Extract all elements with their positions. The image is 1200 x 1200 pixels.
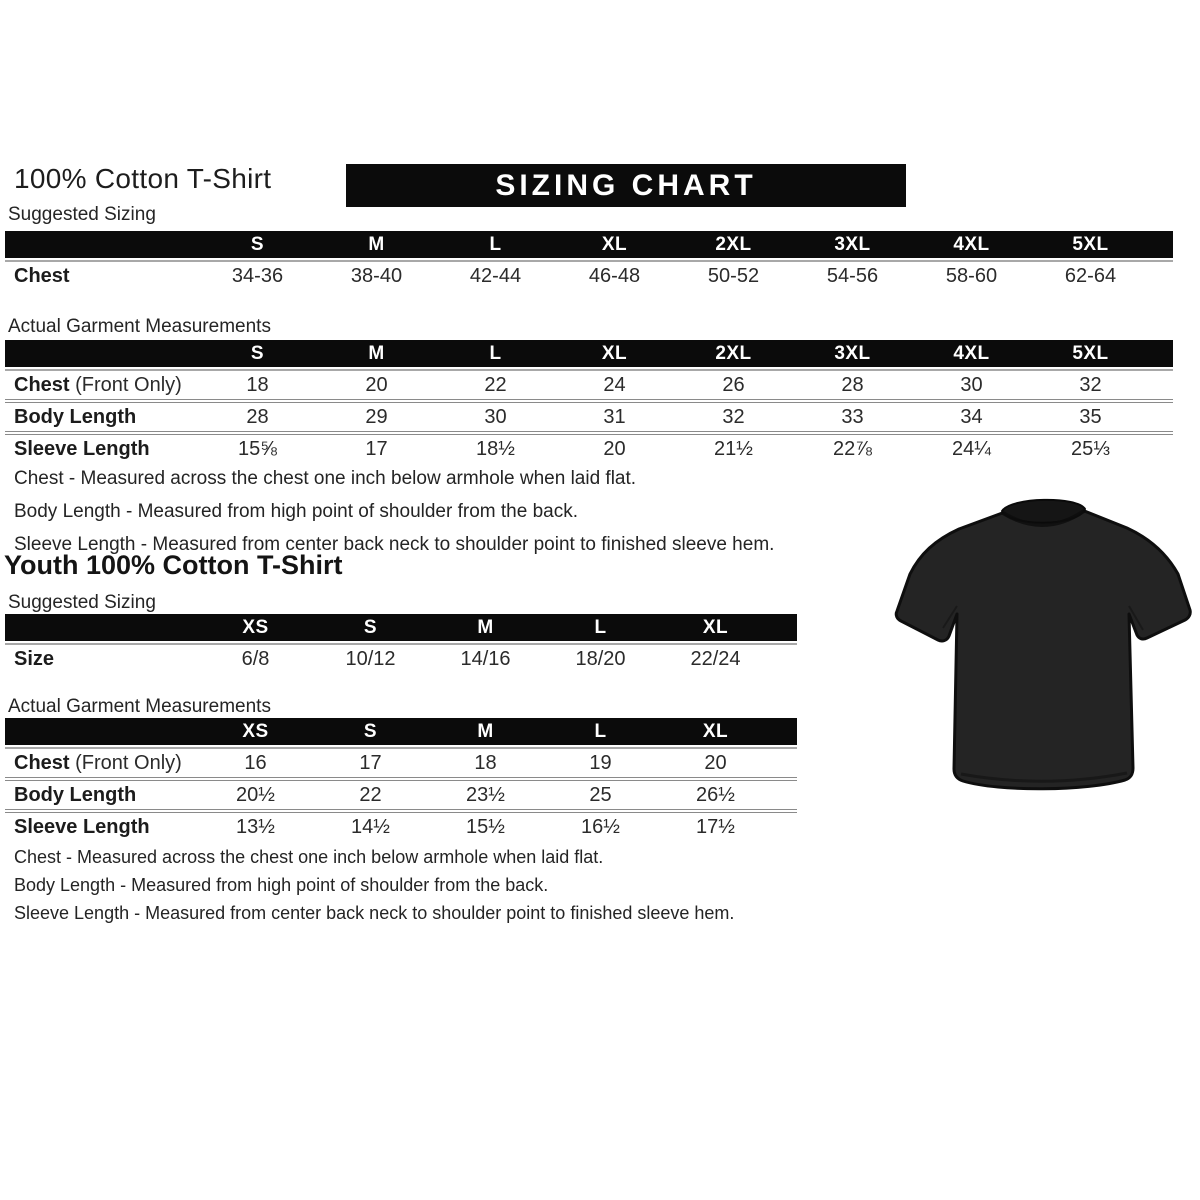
value-cell: 34 [912,399,1031,431]
value-cell: 25 [543,777,658,809]
value-cell: 20 [658,747,773,777]
table-row [5,260,1173,290]
value-cell: 22/24 [658,643,773,673]
row-spacer [773,747,797,777]
value-cell: 18½ [436,431,555,463]
row-label: Chest (Front Only) [5,747,198,777]
header-row [5,614,797,643]
row-spacer [773,809,797,841]
value-cell: 15⅝ [198,431,317,463]
value-cell: 46-48 [555,260,674,290]
row-label: Chest [5,260,198,290]
value-cell: 50-52 [674,260,793,290]
table-row [5,643,797,673]
value-cell: 14½ [313,809,428,841]
value-cell: 28 [793,369,912,399]
value-cell: 16½ [543,809,658,841]
adult-measurement-notes [14,462,774,561]
header-corner [5,231,198,260]
column-header-s: S [198,340,317,369]
row-spacer [1150,369,1173,399]
row-spacer [773,643,797,673]
column-header-m: M [428,718,543,747]
header-spacer [773,718,797,747]
value-cell: 54-56 [793,260,912,290]
value-cell: 15½ [428,809,543,841]
column-header-3xl: 3XL [793,231,912,260]
value-cell: 22 [313,777,428,809]
row-spacer [773,777,797,809]
note-body-length: Body Length - Measured from high point of shoulder from the back. [14,501,578,522]
value-cell: 42-44 [436,260,555,290]
value-cell: 30 [912,369,1031,399]
column-header-xl: XL [658,614,773,643]
tshirt-graphic [891,486,1197,804]
column-header-s: S [198,231,317,260]
header-row [5,718,797,747]
youth-actual-measurements-table [5,718,797,841]
value-cell: 33 [793,399,912,431]
table-row [5,809,797,841]
page-title: 100% Cotton T-Shirt [14,163,272,194]
tshirt-product-image [891,486,1197,804]
column-header-xl: XL [555,340,674,369]
value-cell: 38-40 [317,260,436,290]
youth-section-title: Youth 100% Cotton T-Shirt [4,550,343,580]
column-header-xs: XS [198,614,313,643]
header-row [5,231,1173,260]
value-cell: 28 [198,399,317,431]
value-cell: 14/16 [428,643,543,673]
column-header-xl: XL [658,718,773,747]
value-cell: 22⅞ [793,431,912,463]
value-cell: 32 [674,399,793,431]
value-cell: 31 [555,399,674,431]
column-header-xs: XS [198,718,313,747]
row-label: Body Length [5,777,198,809]
value-cell: 34-36 [198,260,317,290]
column-header-l: L [543,614,658,643]
column-header-2xl: 2XL [674,340,793,369]
column-header-s: S [313,614,428,643]
value-cell: 25⅓ [1031,431,1150,463]
youth-suggested-sizing-table [5,614,797,673]
value-cell: 16 [198,747,313,777]
value-cell: 22 [436,369,555,399]
value-cell: 62-64 [1031,260,1150,290]
value-cell: 23½ [428,777,543,809]
note-sleeve-length: Sleeve Length - Measured from center back neck to shoulder point to finished sleeve hem. [14,903,735,923]
table-row [5,431,1173,463]
column-header-m: M [317,231,436,260]
sizing-chart-banner: SIZING CHART [346,164,906,207]
adult-suggested-sizing-table [5,231,1173,290]
value-cell: 17 [317,431,436,463]
table-row [5,369,1173,399]
value-cell: 24 [555,369,674,399]
note-body-length: Body Length - Measured from high point of shoulder from the back. [14,875,549,895]
value-cell: 20 [317,369,436,399]
row-label: Size [5,643,198,673]
row-spacer [1150,399,1173,431]
youth-actual-measurements-label: Actual Garment Measurements [8,696,271,717]
adult-actual-measurements-table [5,340,1173,463]
tshirt-body-shape [896,501,1190,789]
row-label: Body Length [5,399,198,431]
column-header-3xl: 3XL [793,340,912,369]
row-label: Sleeve Length [5,431,198,463]
row-label: Chest (Front Only) [5,369,198,399]
value-cell: 24¼ [912,431,1031,463]
note-chest: Chest - Measured across the chest one inch below armhole when laid flat. [14,468,637,489]
value-cell: 6/8 [198,643,313,673]
column-header-2xl: 2XL [674,231,793,260]
note-chest: Chest - Measured across the chest one inch below armhole when laid flat. [14,847,604,867]
adult-actual-measurements-label: Actual Garment Measurements [8,316,271,337]
column-header-l: L [543,718,658,747]
value-cell: 21½ [674,431,793,463]
adult-suggested-sizing-label: Suggested Sizing [8,204,156,225]
column-header-5xl: 5XL [1031,340,1150,369]
value-cell: 19 [543,747,658,777]
value-cell: 30 [436,399,555,431]
column-header-xl: XL [555,231,674,260]
column-header-l: L [436,231,555,260]
column-header-l: L [436,340,555,369]
column-header-4xl: 4XL [912,340,1031,369]
header-corner [5,340,198,369]
column-header-5xl: 5XL [1031,231,1150,260]
column-header-m: M [428,614,543,643]
header-corner [5,614,198,643]
value-cell: 17½ [658,809,773,841]
header-spacer [773,614,797,643]
table-row [5,777,797,809]
table-row [5,399,1173,431]
value-cell: 18 [428,747,543,777]
header-spacer [1150,340,1173,369]
row-spacer [1150,431,1173,463]
value-cell: 18/20 [543,643,658,673]
row-label: Sleeve Length [5,809,198,841]
value-cell: 26 [674,369,793,399]
value-cell: 29 [317,399,436,431]
table-row [5,747,797,777]
value-cell: 18 [198,369,317,399]
value-cell: 58-60 [912,260,1031,290]
value-cell: 13½ [198,809,313,841]
value-cell: 32 [1031,369,1150,399]
value-cell: 35 [1031,399,1150,431]
column-header-4xl: 4XL [912,231,1031,260]
row-spacer [1150,260,1173,290]
youth-measurement-notes [14,843,734,927]
value-cell: 20½ [198,777,313,809]
value-cell: 17 [313,747,428,777]
column-header-s: S [313,718,428,747]
header-row [5,340,1173,369]
value-cell: 26½ [658,777,773,809]
header-corner [5,718,198,747]
column-header-m: M [317,340,436,369]
value-cell: 10/12 [313,643,428,673]
header-spacer [1150,231,1173,260]
value-cell: 20 [555,431,674,463]
youth-suggested-sizing-label: Suggested Sizing [8,592,156,613]
note-sleeve-length: Sleeve Length - Measured from center back neck to shoulder point to finished sleeve hem. [14,534,775,555]
